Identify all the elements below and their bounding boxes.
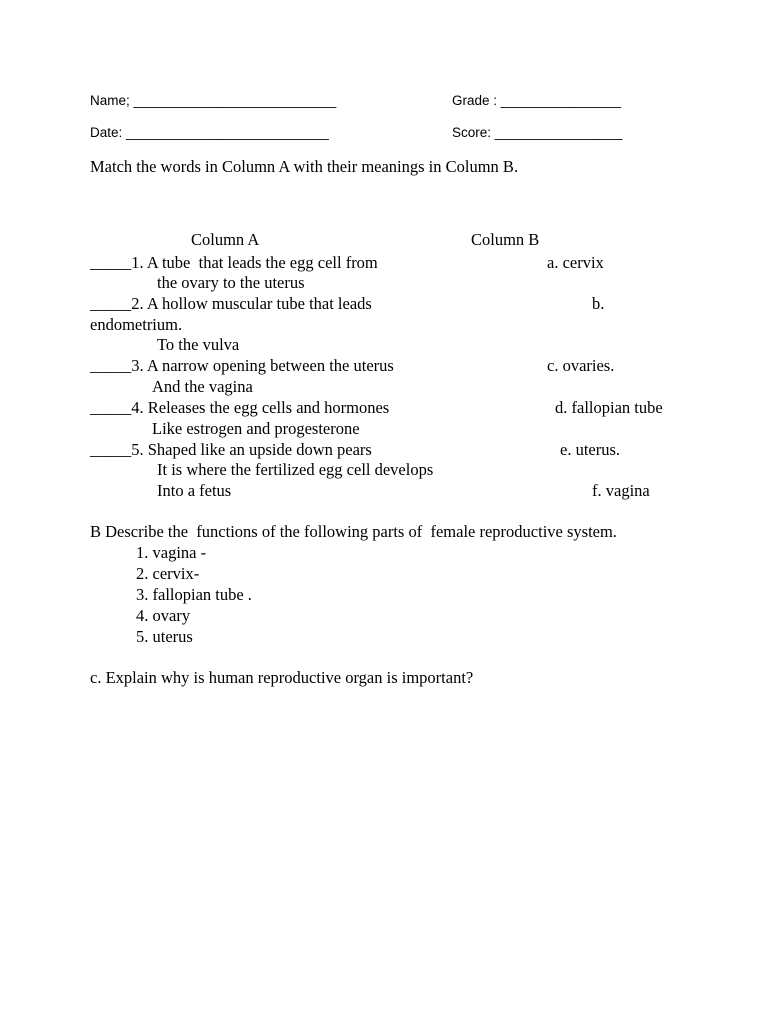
item-1-continuation: the ovary to the uterus — [157, 273, 305, 292]
item-2-continuation: endometrium. — [90, 315, 183, 334]
item-5-continuation: It is where the fertilized egg cell develops — [157, 460, 434, 479]
item-1-line: _____1. A tube that leads the egg cell from — [90, 253, 378, 272]
item-5-line: _____5. Shaped like an upside down pears — [90, 440, 372, 459]
score-field-line: Score: _________________ — [452, 125, 623, 140]
section-b-item: 3. fallopian tube . — [136, 585, 252, 604]
section-b-item: 5. uterus — [136, 627, 193, 646]
name-field-line: Name; ___________________________ — [90, 93, 337, 108]
answer-e: e. uterus. — [560, 440, 621, 459]
column-a-title: Column A — [191, 230, 260, 249]
item-2-line: _____2. A hollow muscular tube that leads — [90, 294, 372, 313]
answer-f: f. vagina — [592, 481, 650, 500]
item-5-continuation: Into a fetus — [157, 481, 232, 500]
item-4-continuation: Like estrogen and progesterone — [152, 419, 360, 438]
answer-d: d. fallopian tube — [555, 398, 663, 417]
column-b-title: Column B — [471, 230, 540, 249]
answer-b: b. — [592, 294, 605, 313]
answer-a: a. cervix — [547, 253, 604, 272]
matching-instructions: Match the words in Column A with their meanings in Column B. — [90, 157, 519, 176]
section-b-prompt: B Describe the functions of the following parts of female reproductive system. — [90, 522, 617, 541]
item-2-continuation: To the vulva — [157, 335, 240, 354]
item-4-line: _____4. Releases the egg cells and hormones — [90, 398, 390, 417]
date-field-line: Date: ___________________________ — [90, 125, 329, 140]
section-b-item: 1. vagina - — [136, 543, 207, 562]
item-3-continuation: And the vagina — [152, 377, 253, 396]
item-3-line: _____3. A narrow opening between the uterus — [90, 356, 394, 375]
answer-c: c. ovaries. — [547, 356, 615, 375]
section-b-item: 4. ovary — [136, 606, 191, 625]
section-c-prompt: c. Explain why is human reproductive organ is important? — [90, 668, 474, 687]
grade-field-line: Grade : ________________ — [452, 93, 621, 108]
section-b-item: 2. cervix- — [136, 564, 200, 583]
